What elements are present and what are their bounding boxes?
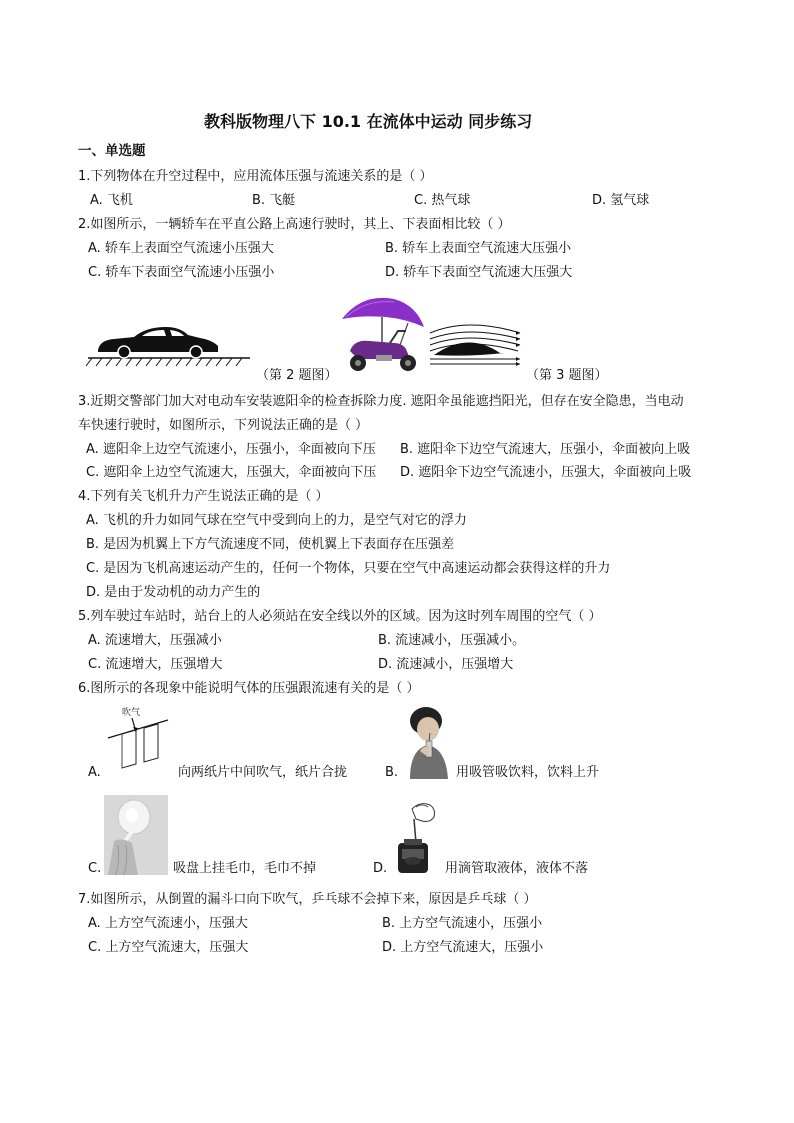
dropper-figure [394,799,440,875]
question-5-stem: 5.列车驶过车站时，站台上的人必须站在安全线以外的区域。因为这时列车周围的空气（ ） [78,609,602,624]
question-2-stem: 2.如图所示，一辆轿车在平直公路上高速行驶时，其上、下表面相比较（ ） [78,217,511,232]
q6-option-a-text: 向两纸片中间吹气，纸片合拢 [178,765,348,780]
q5-option-c[interactable]: C. 流速增大，压强增大 [88,657,223,672]
q4-option-a[interactable]: A. 飞机的升力如同气球在空气中受到向上的力，是空气对它的浮力 [86,513,467,528]
q5-option-a[interactable]: A. 流速增大，压强减小 [88,633,222,648]
caption-figure-2: （第 2 题图） [256,368,338,383]
q6-option-d-text: 用滴管取液体，液体不落 [445,861,589,876]
q6-option-c[interactable]: C. [88,861,102,876]
q6-option-b-text: 用吸管吸饮料，饮料上升 [456,765,600,780]
q4-option-c[interactable]: C. 是因为飞机高速运动产生的，任何一个物体，只要在空气中高速运动都会获得这样的升力 [86,561,611,576]
q4-option-d[interactable]: D. 是由于发动机的动力产生的 [86,585,261,600]
q3-option-a[interactable]: A. 遮阳伞上边空气流速小，压强小，伞面被向下压 [86,442,376,457]
q2-option-a[interactable]: A. 轿车上表面空气流速小压强大 [88,241,274,256]
q6-option-c-text: 吸盘上挂毛巾，毛巾不掉 [173,861,317,876]
question-3-stem-line-2: 车快速行驶时，如图所示，下列说法正确的是（ ） [78,418,369,433]
question-4-stem: 4.下列有关飞机升力产生说法正确的是（ ） [78,489,329,504]
question-1-stem: 1.下列物体在升空过程中，应用流体压强与流速关系的是（ ） [78,169,433,184]
suction-cup-figure [104,795,168,875]
scooter-umbrella-figure [336,293,428,375]
q3-option-b[interactable]: B. 遮阳伞下边空气流速大，压强小，伞面被向上吸 [400,442,691,457]
question-3-stem-line-1: 3.近期交警部门加大对电动车安装遮阳伞的检查拆除力度. 遮阳伞虽能遮挡阳光，但存在安全隐患，当电动 [78,394,684,409]
q6-figure-a-label: 吹气 [122,708,141,718]
q7-option-c[interactable]: C. 上方空气流速大，压强大 [88,940,249,955]
girl-straw-figure [404,705,454,779]
q5-option-b[interactable]: B. 流速减小，压强减小。 [378,633,526,648]
q7-option-d[interactable]: D. 上方空气流速大，压强小 [382,940,544,955]
airfoil-streamline-figure [428,323,522,367]
q2-option-b[interactable]: B. 轿车上表面空气流速大压强小 [385,241,572,256]
caption-figure-3: （第 3 题图） [526,368,608,383]
q3-option-d[interactable]: D. 遮阳伞下边空气流速小，压强大，伞面被向上吸 [400,465,692,480]
q1-option-a[interactable]: A. 飞机 [90,193,133,208]
car-figure [84,322,254,372]
section-header: 一、单选题 [78,143,146,159]
q7-option-a[interactable]: A. 上方空气流速小，压强大 [88,916,248,931]
q6-option-d[interactable]: D. [373,861,388,876]
q1-option-c[interactable]: C. 热气球 [414,193,471,208]
q5-option-d[interactable]: D. 流速减小，压强增大 [378,657,514,672]
page-title: 教科版物理八下 10.1 在流体中运动 同步练习 [204,112,533,131]
q2-option-c[interactable]: C. 轿车下表面空气流速小压强小 [88,265,275,280]
q1-option-d[interactable]: D. 氢气球 [592,193,650,208]
q3-option-c[interactable]: C. 遮阳伞上边空气流速大，压强大，伞面被向下压 [86,465,377,480]
q2-option-d[interactable]: D. 轿车下表面空气流速大压强大 [385,265,573,280]
q6-option-a[interactable]: A. [88,765,101,780]
q1-option-b[interactable]: B. 飞艇 [252,193,296,208]
q4-option-b[interactable]: B. 是因为机翼上下方气流速度不同，使机翼上下表面存在压强差 [86,537,455,552]
q7-option-b[interactable]: B. 上方空气流速小，压强小 [382,916,543,931]
q6-option-b[interactable]: B. [385,765,399,780]
question-6-stem: 6.图所示的各现象中能说明气体的压强跟流速有关的是（ ） [78,681,420,696]
paper-sheets-figure [106,718,172,774]
question-7-stem: 7.如图所示，从倒置的漏斗口向下吹气，乒乓球不会掉下来，原因是乒乓球（ ） [78,892,537,907]
